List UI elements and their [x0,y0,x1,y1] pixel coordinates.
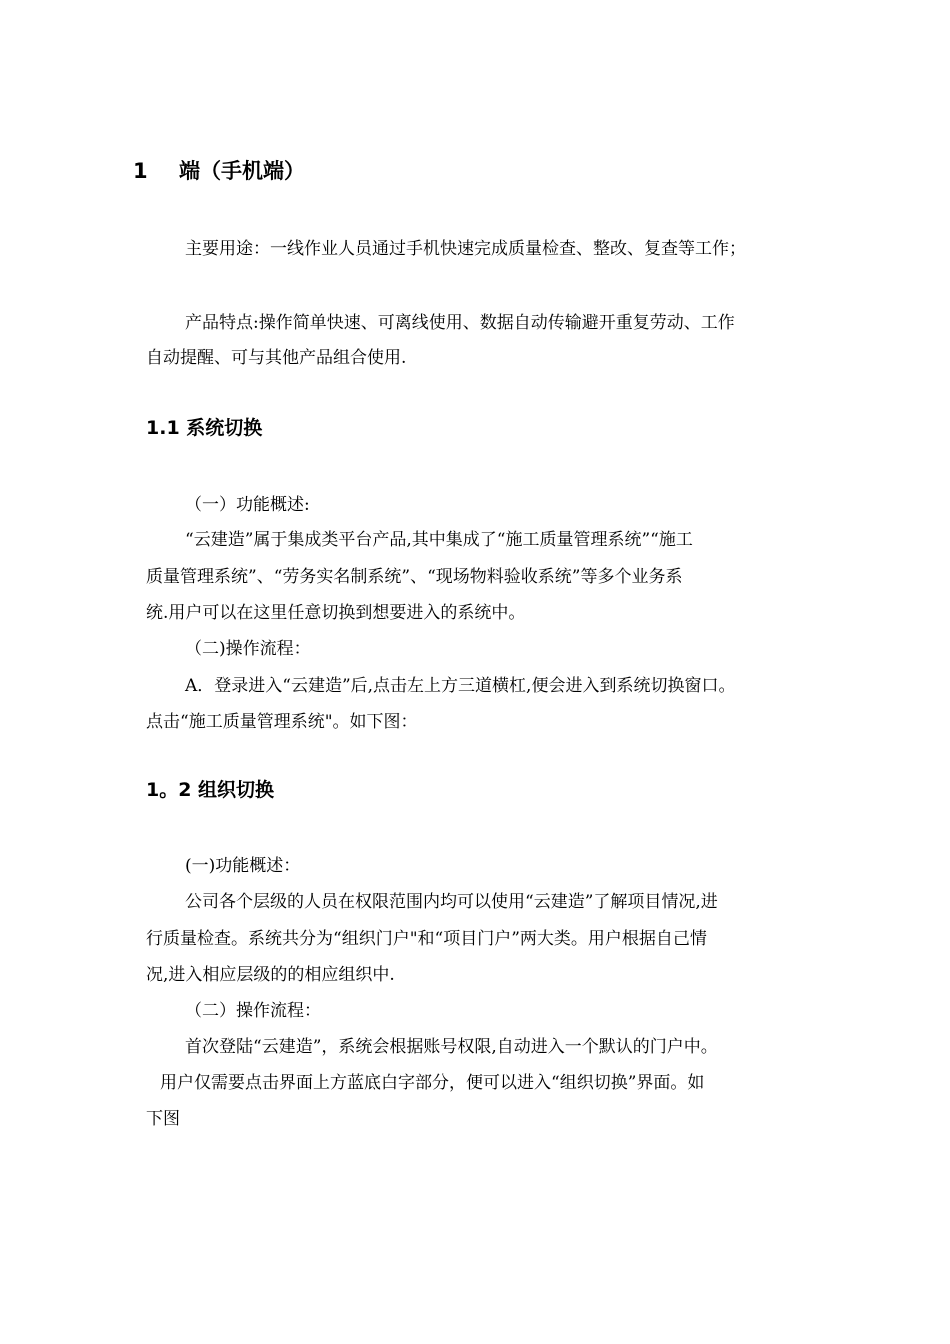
section-1-1-heading: 1.1 系统切换 [146,417,263,439]
usage-paragraph: 主要用途：一线作业人员通过手机快速完成质量检查、整改、复查等工作； [185,239,746,259]
section-1-2-overview-line-2: 行质量检查。系统共分为“组织门户"和“项目门户”两大类。用户根据自己情 [146,929,707,949]
section-1-1-step-line-1: A．登录进入“云建造”后,点击左上方三道横杠,便会进入到系统切换窗口。 [185,676,736,696]
section-1-2-overview-line-3: 况,进入相应层级的的相应组织中. [146,965,395,985]
section-1-2-step-line-2: 用户仅需要点击界面上方蓝底白字部分，便可以进入“组织切换”界面。如 [160,1073,705,1093]
section-1-1-step-line-2: 点击“施工质量管理系统"。如下图： [146,712,418,732]
features-paragraph-line-1: 产品特点:操作简单快速、可离线使用、数据自动传输避开重复劳动、工作 [185,313,735,333]
section-1-title: 端（手机端） [179,159,305,183]
section-1-1-overview-line-2: 质量管理系统”、“劳务实名制系统”、“现场物料验收系统”等多个业务系 [146,567,683,587]
section-1-2-overview-label: (一)功能概述： [185,856,301,876]
section-1-2-step-line-1: 首次登陆“云建造”，系统会根据账号权限,自动进入一个默认的门户中。 [185,1037,718,1057]
section-1-heading [133,158,305,184]
section-1-2-heading: 1。2 组织切换 [146,779,275,801]
section-1-2-step-line-3: 下图 [146,1109,180,1129]
section-1-1-overview-label: （一）功能概述: [185,495,310,515]
features-paragraph-line-2: 自动提醒、可与其他产品组合使用. [146,348,407,368]
section-1-1-overview-line-3: 统.用户可以在这里任意切换到想要进入的系统中。 [146,603,526,623]
section-1-2-process-label: （二）操作流程： [185,1001,321,1021]
section-1-1-process-label: （二)操作流程： [185,639,311,659]
section-1-1-overview-line-1: “云建造”属于集成类平台产品,其中集成了“施工质量管理系统”“施工 [185,530,693,550]
section-1-number: 1 [133,159,148,183]
section-1-2-overview-line-1: 公司各个层级的人员在权限范围内均可以使用“云建造”了解项目情况,进 [185,892,718,912]
